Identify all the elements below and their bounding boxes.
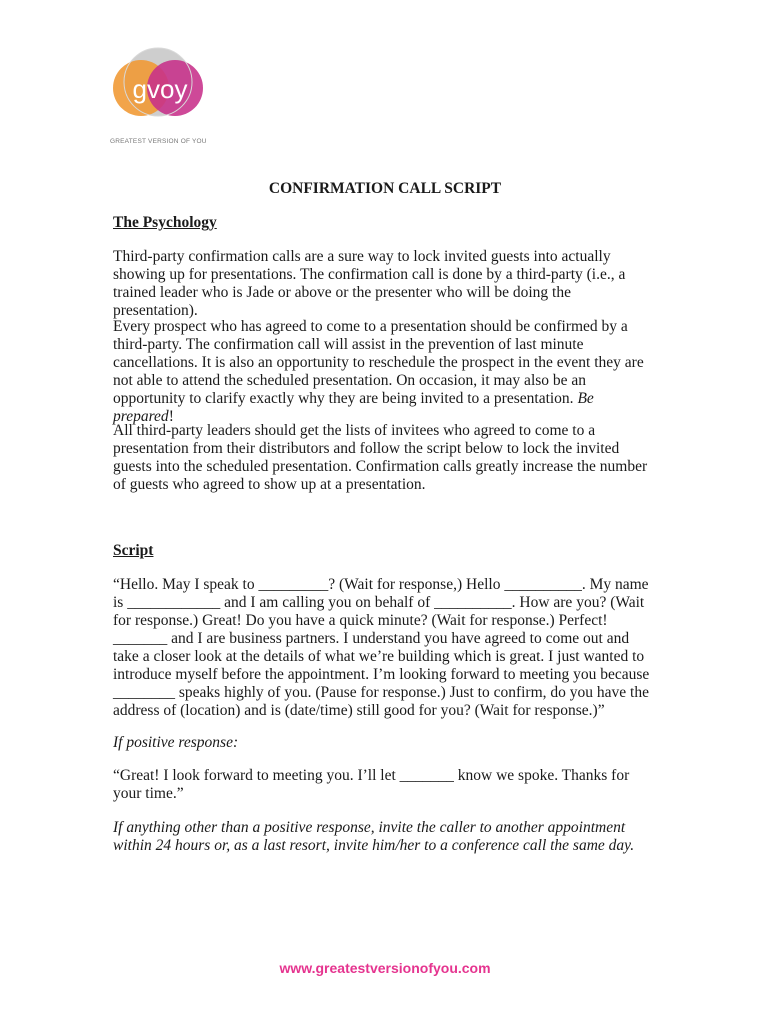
positive-response-reply-text: “Great! I look forward to meeting you. I’ll let _______ know we spoke. Thanks for your time.” xyxy=(113,767,630,802)
be-prepared-emphasis: Be prepared xyxy=(113,390,594,425)
psychology-p2-end: ! xyxy=(168,408,174,425)
psychology-heading: The Psychology xyxy=(113,214,217,231)
website-link[interactable]: www.greatestversionofyou.com xyxy=(279,960,491,976)
other-response-note xyxy=(113,819,658,855)
script-paragraph xyxy=(113,576,658,720)
positive-response-label-text: If positive response: xyxy=(113,734,239,751)
psychology-p2-text: Every prospect who has agreed to come to a presentation should be confirmed by a third-party. The confirmation call will assist in the prevention of last minute cancellations. It is also an opportunity to reschedule the prospect in the event they are not able to attend the scheduled presentation. On occasion, it may also be an opportunity to clarify exactly why they are being invited to a presentation. xyxy=(113,318,644,407)
page-title: CONFIRMATION CALL SCRIPT xyxy=(268,180,502,197)
script-dialogue-text: “Hello. May I speak to _________? (Wait for response,) Hello __________. My name is ____________ and I am calling you on behalf of __________. How are you? (Wait for response.) Great! Do you have a quick minute? (Wait for response.) Perfect! _______ and I are business partners. I understand you have agreed to come out and take a closer look at the details of what we’re building which is great. I just wanted to introduce myself before the appointment. I’m looking forward to meeting you because ________ speaks highly of you. (Pause for response.) Just to confirm, do you have the address of (location) and is (date/time) still good for you? (Wait for response.)” xyxy=(113,576,650,719)
psychology-paragraph-2 xyxy=(113,318,658,426)
positive-response-reply xyxy=(113,767,658,803)
psychology-paragraph-1 xyxy=(113,248,658,320)
psychology-p3-text: All third-party leaders should get the lists of invitees who agreed to come to a presentation from their distributors and follow the script below to lock the invited guests into the scheduled presentation. Confirmation calls greatly increase the number of guests who agreed to show up at a presentation. xyxy=(113,422,648,493)
positive-response-label xyxy=(113,734,658,752)
gvoy-logo xyxy=(108,42,218,152)
psychology-paragraph-3 xyxy=(113,422,658,494)
logo-wordmark: gvoy xyxy=(132,74,188,104)
other-response-note-text: If anything other than a positive response, invite the caller to another appointment within 24 hours or, as a last resort, invite him/her to a conference call the same day. xyxy=(113,819,635,854)
logo-tagline: GREATEST VERSION OF YOU xyxy=(110,138,207,145)
script-heading: Script xyxy=(113,542,154,559)
logo-circles-icon xyxy=(108,42,218,142)
psychology-p1-text: Third-party confirmation calls are a sure way to lock invited guests into actually showing up for presentations. The confirmation call is done by a third-party (i.e., a trained leader who is Jade or above or the presenter who will be doing the presentation). xyxy=(113,248,626,319)
